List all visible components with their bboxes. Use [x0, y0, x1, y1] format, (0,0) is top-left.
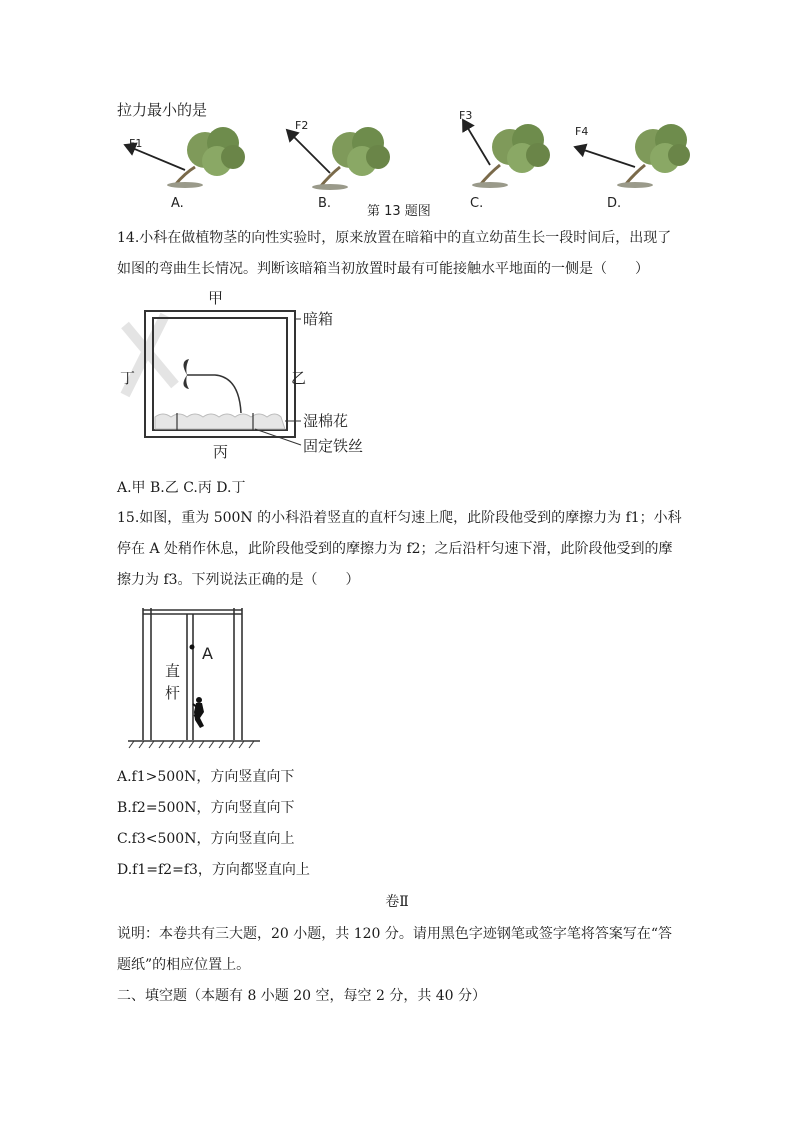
wet-cotton-label: 湿棉花 [303, 412, 349, 430]
point-a-label: A [202, 644, 213, 663]
pole-diagram [120, 600, 270, 750]
q14-text-line-1: 14.小科在做植物茎的向性实验时，原来放置在暗箱中的直立幼苗生长一段时间后，出现了 [117, 230, 672, 246]
box-bottom-label: 丙 [213, 443, 229, 461]
q14-text-line-2: 如图的弯曲生长情况。判断该暗箱当初放置时最有可能接触水平地面的一侧是（ ） [117, 261, 649, 277]
tree-c-force: F3 [459, 109, 473, 122]
tree-c-drawing [463, 120, 550, 188]
tree-a-force: F1 [129, 137, 143, 150]
q15-text-line-3: 擦力为 f3。下列说法正确的是（ ） [117, 572, 360, 588]
q15-option-a: A.f1>500N，方向竖直向下 [117, 769, 295, 785]
q15-text-line-1: 15.如图，重为 500N 的小科沿着竖直的直杆匀速上爬，此阶段他受到的摩擦力为 f1；小科 [117, 510, 682, 526]
figure-13 [105, 95, 695, 225]
figure-13-drawing [105, 95, 695, 225]
tree-a-label: A. [171, 196, 184, 211]
q15-text-line-2: 停在 A 处稍作休息，此阶段他受到的摩擦力为 f2；之后沿杆匀速下滑，此阶段他受到的摩 [117, 541, 673, 557]
box-top-label: 甲 [208, 289, 224, 307]
tree-c-label: C. [470, 196, 484, 211]
tree-d-force: F4 [575, 125, 589, 138]
figure-13-caption: 拉力最小的是 [117, 101, 208, 119]
pole-label-char-1: 直 [165, 662, 181, 680]
fill-in-section-title: 二、填空题（本题有 8 小题 20 空，每空 2 分，共 40 分） [117, 988, 487, 1004]
climber-figure [193, 697, 204, 728]
tree-d-label: D. [607, 196, 622, 211]
section-2-note-line-1: 说明：本卷共有三大题，20 小题，共 120 分。请用黑色字迹钢笔或签字笔将答案写在“答 [117, 926, 673, 942]
tree-d-drawing [575, 124, 690, 188]
figure-13-title: 第 13 题图 [367, 204, 431, 219]
section-2-title: 卷Ⅱ [385, 894, 409, 910]
dark-box-label: 暗箱 [303, 310, 334, 328]
tree-a-drawing [125, 127, 245, 188]
tree-b-force: F2 [295, 119, 309, 132]
box-left-label: 丁 [120, 369, 136, 387]
q14-figure [105, 285, 395, 465]
q15-figure [120, 600, 270, 750]
fixed-wire-label: 固定铁丝 [303, 437, 364, 455]
tree-b-drawing [287, 127, 390, 190]
box-right-label: 乙 [291, 369, 307, 387]
dark-box-diagram [105, 285, 395, 465]
section-2-note-line-2: 题纸”的相应位置上。 [117, 957, 251, 973]
q15-option-d: D.f1=f2=f3，方向都竖直向上 [117, 862, 310, 878]
q15-option-b: B.f2=500N，方向竖直向下 [117, 800, 295, 816]
q15-option-c: C.f3<500N，方向竖直向上 [117, 831, 295, 847]
tree-b-label: B. [318, 196, 332, 211]
q14-options: A.甲 B.乙 C.丙 D.丁 [117, 480, 246, 496]
pole-label-char-2: 杆 [165, 684, 181, 702]
